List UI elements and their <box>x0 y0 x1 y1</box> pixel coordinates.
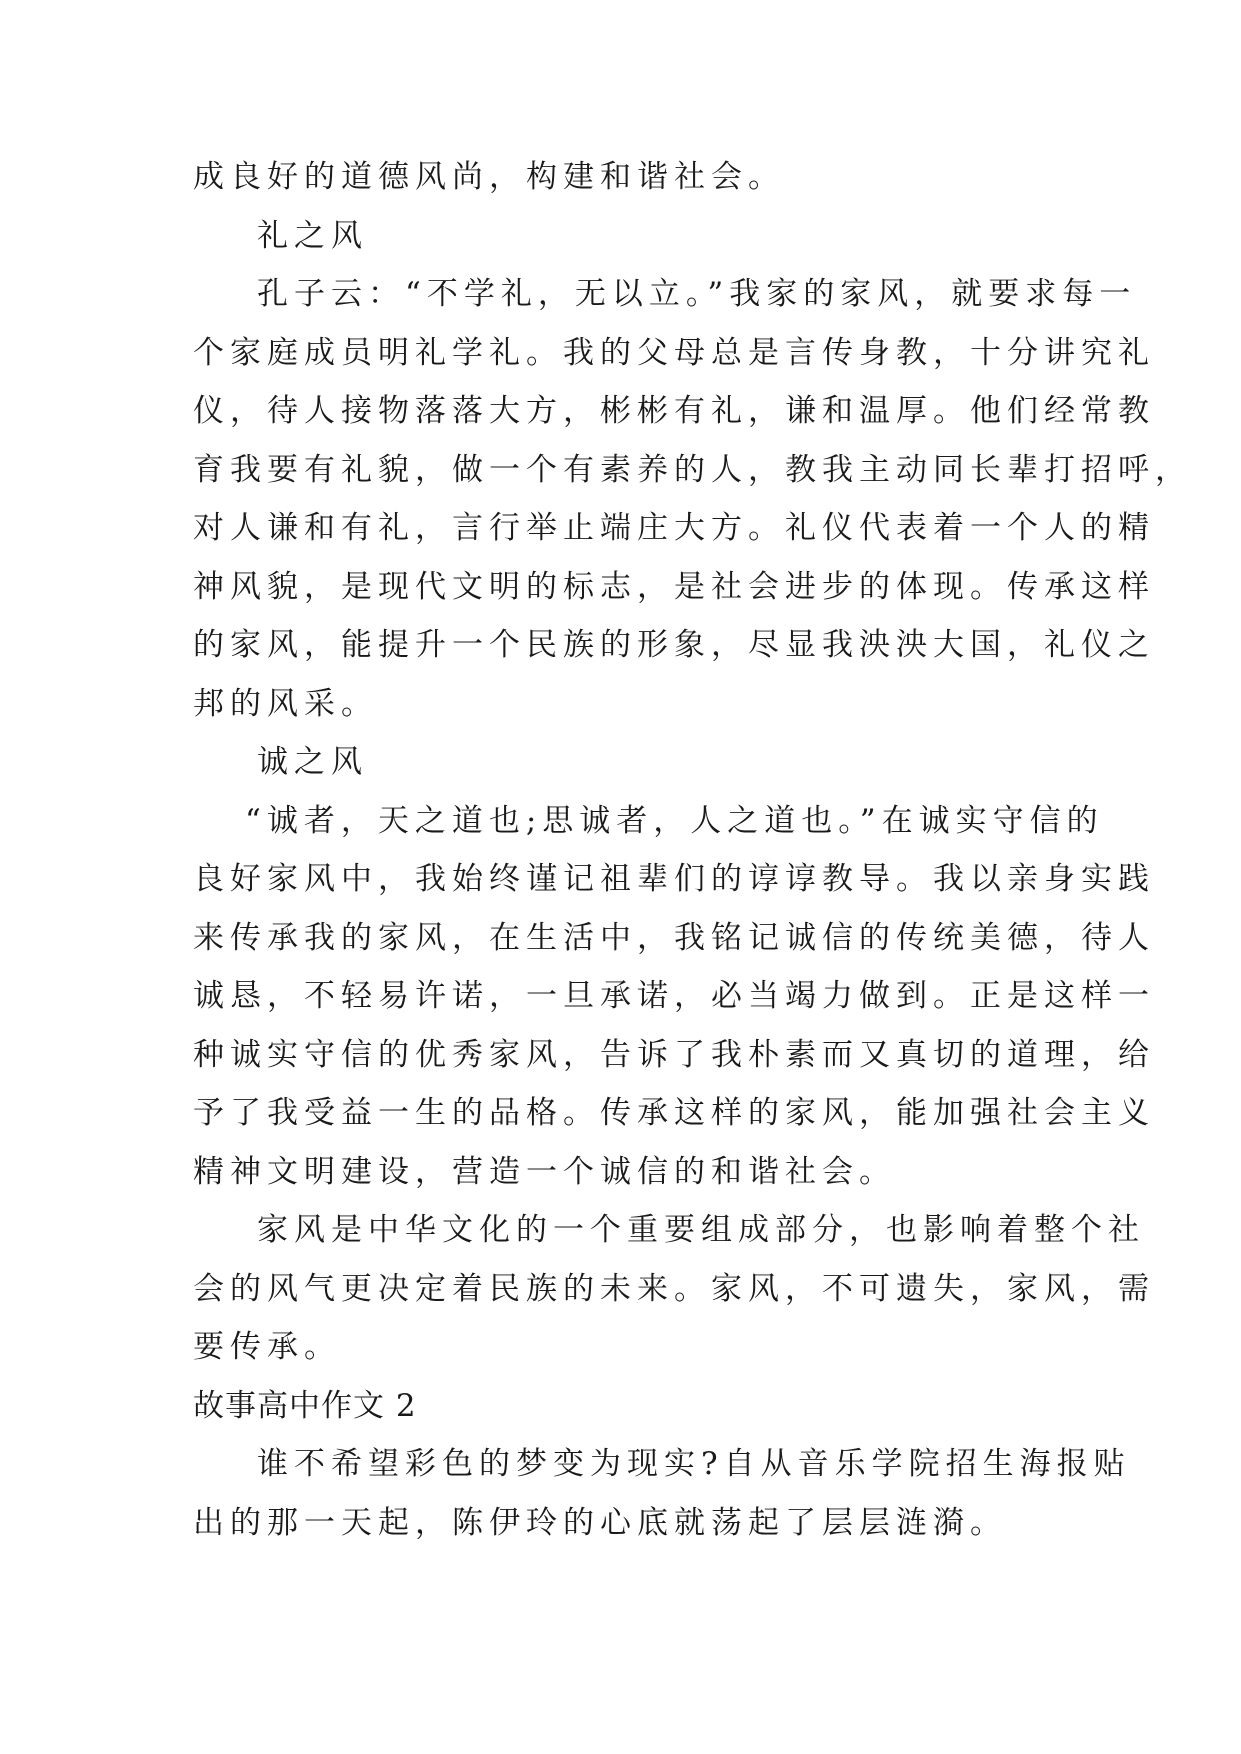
paragraph-line: 予了我受益一生的品格。传承这样的家风，能加强社会主义 <box>193 1095 1155 1131</box>
paragraph-line: 孔子云：“不学礼，无以立。”我家的家风，就要求每一 <box>257 276 1137 312</box>
paragraph-line: 种诚实守信的优秀家风，告诉了我朴素而又真切的道理，给 <box>193 1036 1155 1073</box>
section-heading-cheng: 诚之风 <box>257 744 368 780</box>
paragraph-line: 家风是中华文化的一个重要组成部分，也影响着整个社 <box>257 1212 1145 1248</box>
paragraph-line: 来传承我的家风，在生活中，我铭记诚信的传统美德，待人 <box>193 919 1155 956</box>
paragraph-line: 个家庭成员明礼学礼。我的父母总是言传身教，十分讲究礼 <box>193 334 1155 371</box>
paragraph-line: 要传承。 <box>193 1329 341 1365</box>
paragraph-line: 良好家风中，我始终谨记祖辈们的谆谆教导。我以亲身实践 <box>193 861 1155 897</box>
section-heading-li: 礼之风 <box>257 217 368 254</box>
paragraph-line: 谁不希望彩色的梦变为现实?自从音乐学院招生海报贴 <box>257 1446 1131 1482</box>
paragraph-line: 诚恳，不轻易许诺，一旦承诺，必当竭力做到。正是这样一 <box>193 978 1155 1014</box>
paragraph-line: 育我要有礼貌，做一个有素养的人，教我主动同长辈打招呼， <box>193 451 1192 488</box>
paragraph-line: 精神文明建设，营造一个诚信的和谐社会。 <box>193 1153 896 1190</box>
paragraph-line: 的家风，能提升一个民族的形象，尽显我泱泱大国，礼仪之 <box>193 627 1155 663</box>
essay-title: 故事高中作文 2 <box>193 1387 417 1424</box>
paragraph-line: 邦的风采。 <box>193 685 378 722</box>
paragraph-line: 仪，待人接物落落大方，彬彬有礼，谦和温厚。他们经常教 <box>193 393 1155 429</box>
paragraph-line: 成良好的道德风尚，构建和谐社会。 <box>193 159 785 195</box>
paragraph-line: 出的那一天起，陈伊玲的心底就荡起了层层涟漪。 <box>193 1504 1007 1541</box>
paragraph-line: “诚者，天之道也;思诚者，人之道也。”在诚实守信的 <box>245 802 1104 839</box>
paragraph-line: 对人谦和有礼，言行举止端庄大方。礼仪代表着一个人的精 <box>193 510 1155 546</box>
paragraph-line: 会的风气更决定着民族的未来。家风，不可遗失，家风，需 <box>193 1270 1155 1307</box>
paragraph-line: 神风貌，是现代文明的标志，是社会进步的体现。传承这样 <box>193 568 1155 605</box>
